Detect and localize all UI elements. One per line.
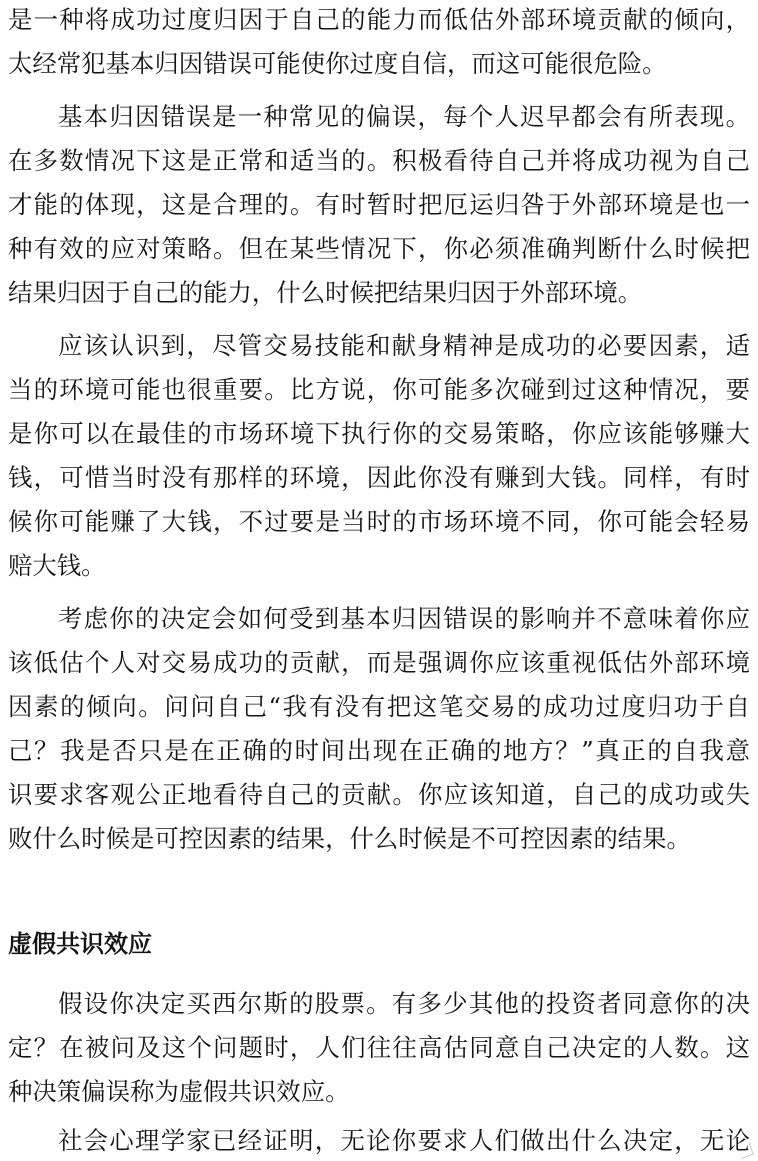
text-line: 该低估个人对交易成功的贡献，而是强调你应该重视低估外部环境 bbox=[8, 648, 750, 677]
text-line: 是你可以在最佳的市场环境下执行你的交易策略，你应该能够赚大 bbox=[8, 419, 750, 448]
text-line: 赔大钱。 bbox=[8, 551, 106, 580]
text-line: 当的环境可能也很重要。比方说，你可能多次碰到过这种情况，要 bbox=[8, 375, 750, 404]
text-line: 基本归因错误是一种常见的偏误，每个人迟早都会有所表现。 bbox=[58, 102, 750, 131]
text-line: 社会心理学家已经证明，无论你要求人们做出什么决定，无论 bbox=[58, 1126, 750, 1155]
text-line: 败什么时候是可控因素的结果，什么时候是不可控因素的结果。 bbox=[8, 824, 691, 853]
text-line: 太经常犯基本归因错误可能使你过度自信，而这可能很危险。 bbox=[8, 49, 667, 78]
section-heading: 虚假共识效应 bbox=[8, 930, 152, 958]
text-line: 候你可能赚了大钱，不过要是当时的市场环境不同，你可能会轻易 bbox=[8, 507, 750, 536]
text-line: 种有效的应对策略。但在某些情况下，你必须准确判断什么时候把 bbox=[8, 234, 750, 263]
text-line: 种决策偏误称为虚假共识效应。 bbox=[8, 1077, 350, 1106]
text-line: 定？在被问及这个问题时，人们往往高估同意自己决定的人数。这 bbox=[8, 1033, 750, 1062]
text-line: 因素的倾向。问问自己“我有没有把这笔交易的成功过度归功于自 bbox=[8, 692, 750, 721]
text-line: 才能的体现，这是合理的。有时暂时把厄运归咎于外部环境是也一 bbox=[8, 190, 750, 219]
text-line: 考虑你的决定会如何受到基本归因错误的影响并不意味着你应 bbox=[58, 604, 750, 633]
text-line: 结果归因于自己的能力，什么时候把结果归因于外部环境。 bbox=[8, 278, 643, 307]
text-line: 是一种将成功过度归因于自己的能力而低估外部环境贡献的倾向， bbox=[8, 5, 750, 34]
text-line: 在多数情况下这是正常和适当的。积极看待自己并将成功视为自己 bbox=[8, 146, 750, 175]
text-line: 钱，可惜当时没有那样的环境，因此你没有赚到大钱。同样，有时 bbox=[8, 463, 750, 492]
text-line: 识要求客观公正地看待自己的贡献。你应该知道，自己的成功或失 bbox=[8, 780, 750, 809]
text-line: 假设你决定买西尔斯的股票。有多少其他的投资者同意你的决 bbox=[58, 989, 750, 1018]
text-line: 应该认识到，尽管交易技能和献身精神是成功的必要因素，适 bbox=[58, 331, 750, 360]
text-line: 己？我是否只是在正确的时间出现在正确的地方？”真正的自我意 bbox=[8, 736, 750, 765]
